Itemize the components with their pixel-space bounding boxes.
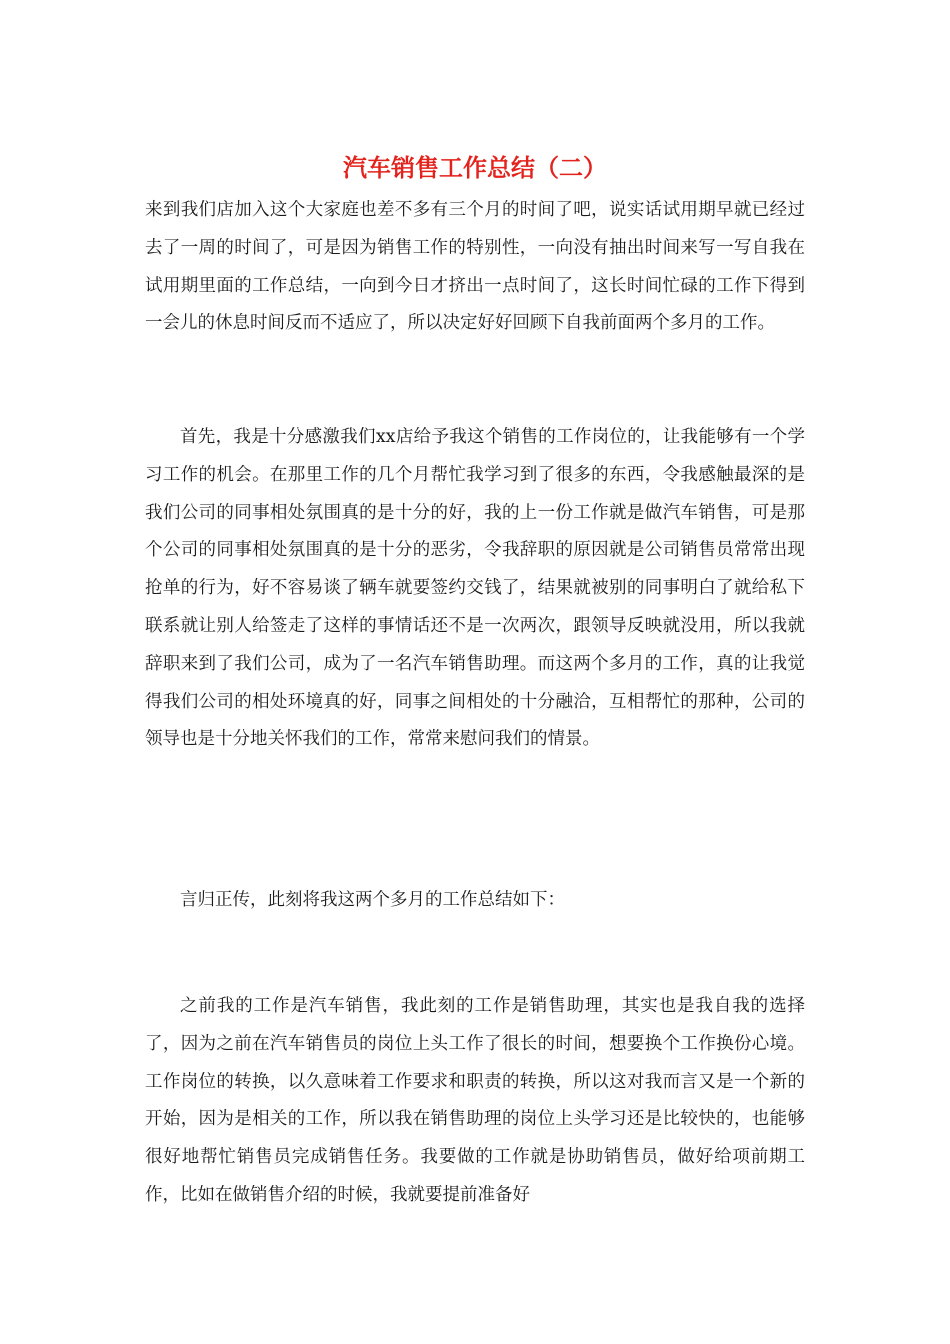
document-title: 汽车销售工作总结（二） <box>343 154 607 182</box>
paragraph-gratitude: 首先，我是十分感激我们xx店给予我这个销售的工作岗位的，让我能够有一个学习工作的机会。在那里工作的几个月帮忙我学习到了很多的东西，令我感触最深的是我们公司的同事相处氛围真的是十分的好，我的上一份工作就是做汽车销售，可是那个公司的同事相处氛围真的是十分的恶劣，令我辞职的原因就是公司销售员常常出现抢单的行为，好不容易谈了辆车就要签约交钱了，结果就被别的同事明白了就给私下联系就让别人给签走了这样的事情话还不是一次两次，跟领导反映就没用，所以我就辞职来到了我们公司，成为了一名汽车销售助理。而这两个多月的工作，真的让我觉得我们公司的相处环境真的好，同事之间相处的十分融洽，互相帮忙的那种，公司的领导也是十分地关怀我们的工作，常常来慰问我们的情景。 <box>145 427 805 750</box>
paragraph-intro: 来到我们店加入这个大家庭也差不多有三个月的时间了吧，说实话试用期早就已经过去了一周的时间了，可是因为销售工作的特别性，一向没有抽出时间来写一写自我在试用期里面的工作总结，一向到今日才挤出一点时间了，这长时间忙碌的工作下得到一会儿的休息时间反而不适应了，所以决定好好回顾下自我前面两个多月的工作。 <box>145 200 805 334</box>
paragraph-transition: 言归正传，此刻将我这两个多月的工作总结如下： <box>180 890 565 910</box>
paragraph-work-summary: 之前我的工作是汽车销售，我此刻的工作是销售助理，其实也是我自我的选择了，因为之前在汽车销售员的岗位上头工作了很长的时间，想要换个工作换份心境。工作岗位的转换，以久意味着工作要求和职责的转换，所以这对我而言又是一个新的开始，因为是相关的工作，所以我在销售助理的岗位上头学习还是比较快的，也能够很好地帮忙销售员完成销售任务。我要做的工作就是协助销售员，做好给项前期工作，比如在做销售介绍的时候，我就要提前准备好 <box>145 996 805 1205</box>
